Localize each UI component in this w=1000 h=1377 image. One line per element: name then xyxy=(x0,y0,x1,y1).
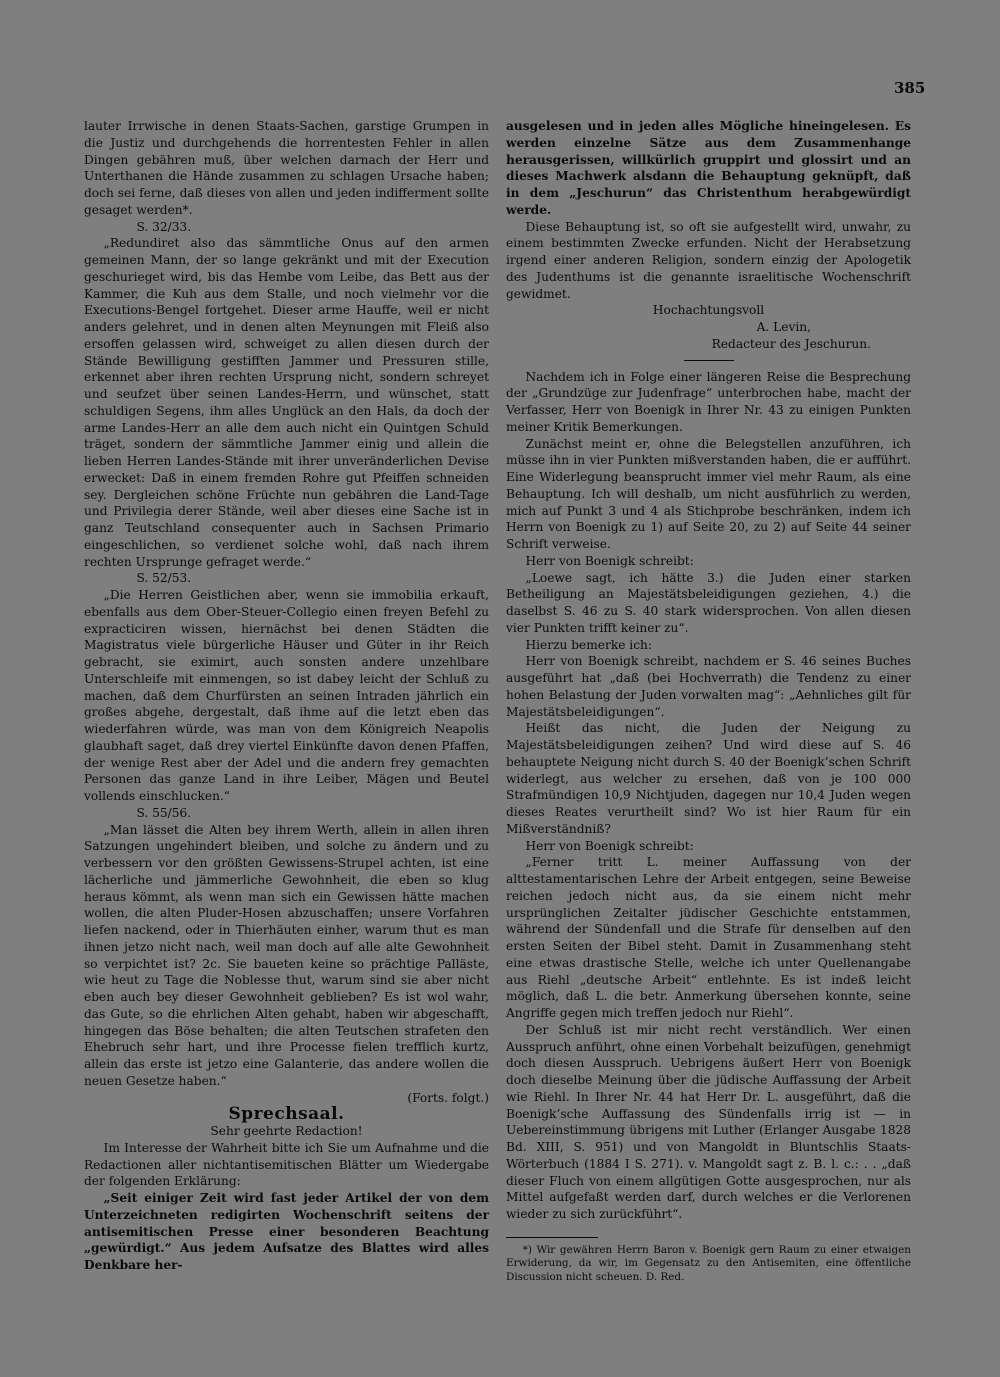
paragraph: Nachdem ich in Folge einer längeren Reise die Besprechung der „Grundzüge zur Judenfrage“ unterbrochen habe, macht der Verfasser, Herr von Boenigk in Ihrer Nr. 43 zu einigen Punkten meiner Kritik Bemerkungen. xyxy=(506,369,911,434)
page-number: 385 xyxy=(894,79,926,97)
paragraph: Herr von Boenigk schreibt: xyxy=(525,553,694,568)
quote-paragraph: „Redundiret also das sämmtliche Onus auf den armen gemeinen Mann, der so lange gekränkt und mit der Execution geschurieget wird, bis das Hembe vom Leibe, das Bett aus der Kammer, die Kuh aus dem Stalle, und noch vielmehr vor die Executions-Bengel fortgehet. Dieser arme Hauffe, weil er nicht anders gelehret, und in denen alten Meynungen mit Fleiß also ersoffen gelassen wird, schweiget zu allen diesen durch der Stände Bewilligung gestifften Jammer und Pressuren stille, erkennet aber ihren rechten Ursprung nicht, sondern schreyet und seufzet über seinen Landes-Herrn, und wünschet, statt schuldigen Segens, ihm alles Unglück an den Hals, da doch der arme Landes-Herr an alle dem auch nicht ein Quintgen Schuld träget, sondern der sämmtliche Jammer einig und allein die lieben Herren Landes-Stände mit ihrer unveränderlichen Devise erwecket: Daß in einem fremden Rohre gut Pfeiffen schneiden sey. Dergleichen schöne Früchte nun gebähren die Land-Tage und Privilegia derer Stände, weil aber dieses eine Sache ist in ganz Teutschland consequenter auch in Sachsen Primario eingeschlichen, so verdienet solche wohl, daß nach ihrem rechten Ursprunge gefraget werde.“ xyxy=(84,236,489,569)
right-column xyxy=(506,118,911,1284)
page-reference: S. 32/33. xyxy=(136,219,192,234)
paragraph: Im Interesse der Wahrheit bitte ich Sie um Aufnahme und die Redactionen aller nichtantisemitischen Blätter um Wiedergabe der folgenden Erklärung: xyxy=(84,1140,489,1189)
paragraph: Der Schluß ist mir nicht recht verständlich. Wer einen Ausspruch anführt, ohne einen Vorbehalt beizufügen, genehmigt doch diesen Ausspruch. Uebrigens äußert Herr von Boenigk doch dieselbe Meinung über die jüdische Auffassung der Arbeit wie Riehl. In Ihrer Nr. 44 hat Herr Dr. L. ausgeführt, daß die Boenigk’sche Auffassung des Sündenfalls irrig ist — in Uebereinstimmung übrigens mit Luther (Erlanger Ausgabe 1828 Bd. XIII, S. 951) und von Mangoldt in Bluntschlis Staats-Wörterbuch (1884 I S. 271). v. Mangoldt sagt z. B. l. c.: . . „daß dieser Fluch von einem allgütigen Gotte ausgesprochen, nur als Mittel aufgefaßt werden darf, durch welches er die Verlorenen wieder zu sich zurückführt“. xyxy=(506,1022,911,1221)
footnote: *) Wir gewähren Herrn Baron v. Boenigk gern Raum zu einer etwaigen Erwiderung, da wir, im Gegensatz zu den Antisemiten, eine öffentliche Discussion nicht scheuen. D. Red. xyxy=(506,1243,911,1283)
continued-note: (Forts. folgt.) xyxy=(407,1090,489,1105)
footnote-divider xyxy=(506,1237,598,1238)
quote-paragraph: „Man lässet die Alten bey ihrem Werth, allein in allen ihren Satzungen ungehindert bleiben, und solche zu ändern und zu verbessern vor den größten Gewissens-Strupel achten, ist eine lächerliche und jämmerliche Gewohnheit, die eben so klug heraus kömmt, als wenn man sich ein Gewissen hätte machen wollen, die alten Pluder-Hosen abzuschaffen; unsere Vorfahren liefen nackend, oder in Thierhäuten einher, warum thut es man ihnen jetzo nicht nach, weil man doch auf alle alte Gewohnheit so verpichtet ist? 2c. Sie baueten keine so prächtige Palläste, wie heut zu Tage die Noblesse thut, warum sind sie aber nicht eben auch bey dieser Gewohnheit geblieben? Es ist wol wahr, das Gute, so die ehrlichen Alten gehabt, haben wir abgeschafft, hingegen das Böse behalten; die alten Teutschen strafeten den Ehebruch sehr hart, und ihre Processe fielen trefflich kurtz, allein das erste ist jetzo eine Galanterie, das andere wollen die neuen Gesetze haben.“ xyxy=(84,822,489,1088)
paragraph: lauter Irrwische in denen Staats-Sachen, garstige Grumpen in die Justiz und durchgehends die horrentesten Fehler in allen Dingen gebähren muß, über welchen darnach der Herr und Unterthanen die Hände zusammen zu schlagen Ursache haben; doch sei ferne, daß dieses von allen und jeden indifferment sollte gesaget werden*. xyxy=(84,119,489,217)
salutation: Sehr geehrte Redaction! xyxy=(210,1124,363,1138)
signature-name: A. Levin, xyxy=(756,320,811,334)
page-reference: S. 55/56. xyxy=(136,805,192,820)
left-column xyxy=(84,118,489,1274)
paragraph: Heißt das nicht, die Juden der Neigung zu Majestätsbeleidigungen zeihen? Und wird diese auf S. 46 behauptete Neigung nicht durch S. 40 der Boenigk’schen Schrift widerlegt, aus welcher zu ersehen, daß von je 100 000 Strafmündigen 10,9 Nichtjuden, dagegen nur 10,4 Juden wegen dieses Reates verurtheilt sind? Wo ist hier Raum für ein Mißverständniß? xyxy=(506,721,911,836)
paragraph: Diese Behauptung ist, so oft sie aufgestellt wird, unwahr, zu einem bestimmten Zwecke erfunden. Nicht der Herabsetzung irgend einer anderen Religion, sondern einzig der Apologetik des Judenthums ist die genannte israelitische Wochenschrift gewidmet. xyxy=(506,219,911,301)
declaration-paragraph: ausgelesen und in jeden alles Mögliche hineingelesen. Es werden einzelne Sätze aus dem Zusammenhange herausgerissen, willkürlich gruppirt und glossirt und an dieses Machwerk alsdann die Behauptung geknüpft, daß in dem „Jeschurun“ das Christenthum herabgewürdigt werde. xyxy=(506,119,911,217)
declaration-paragraph: „Seit einiger Zeit wird fast jeder Artikel der von dem Unterzeichneten redigirten Wochenschrift seitens der antisemitischen Presse einer besonderen Beachtung „gewürdigt.“ Aus jedem Aufsatze des Blattes wird alles Denkbare her- xyxy=(84,1191,489,1272)
section-heading: Sprechsaal. xyxy=(228,1104,345,1125)
paragraph: Herr von Boenigk schreibt: xyxy=(525,838,694,853)
paragraph: Zunächst meint er, ohne die Belegstellen anzuführen, ich müsse ihn in vier Punkten mißverstanden haben, die er aufführt. Eine Widerlegung beansprucht immer viel mehr Raum, als eine Behauptung. Ich will deshalb, um nicht ausführlich zu werden, mich auf Punkt 3 und 4 als Stichprobe beschränken, indem ich Herrn von Boenigk zu 1) auf Seite 20, zu 2) auf Seite 44 seiner Schrift verweise. xyxy=(506,436,911,551)
quote-paragraph: „Die Herren Geistlichen aber, wenn sie immobilia erkauft, ebenfalls aus dem Ober-Steuer-Collegio einen freyen Befehl zu expracticiren wissen, hiernächst bei denen Städten die Magistratus viele bürgerliche Häuser und Güter in ihr Reich gebracht, sie eximirt, auch sonsten andere unzehlbare Unterschleife mit einmengen, so ist dabey leicht der Schluß zu machen, daß dem Churfürsten an seinen Intraden jährlich ein großes abgehe, dergestalt, daß ihme auf die letzt eben das wiederfahren würde, was man von dem Königreich Neapolis glaubhaft saget, daß drey viertel Einkünfte davon denen Pfaffen, der wenige Rest aber der Adel und die andern frey gemachten Personen das ganze Land in ihre Leiber, Mägen und Beutel vollends einschlucken.“ xyxy=(84,588,489,803)
page-reference: S. 52/53. xyxy=(136,571,192,586)
quote-paragraph: „Ferner tritt L. meiner Auffassung von der alttestamentarischen Lehre der Arbeit entgegen, seine Beweise reichen jedoch nicht aus, da sie einem nicht mehr ursprünglichen Zeitalter jüdischer Geschichte entstammen, während der Sündenfall und die Strafe für denselben auf den ersten Seiten der Bibel steht. Damit in Zusammenhang steht eine etwas drastische Stelle, welche ich unter Quellenangabe aus Riehl „deutsche Arbeit“ entlehnte. Es ist indeß leicht möglich, daß L. die betr. Anmerkung übersehen konnte, seine Angriffe gegen mich treffen jedoch nur Riehl“. xyxy=(506,855,911,1020)
paragraph: Herr von Boenigk schreibt, nachdem er S. 46 seines Buches ausgeführt hat „daß (bei Hochverrath) die Tendenz zu einer hohen Belastung der Juden vorwalten mag“: „Aehnliches gilt für Majestätsbeleidigungen“. xyxy=(506,654,911,719)
quote-paragraph: „Loewe sagt, ich hätte 3.) die Juden einer starken Betheiligung an Majestätsbeleidigungen geziehen, 4.) die daselbst S. 46 zu S. 40 stark widersprochen. Von allen diesen vier Punkten trifft keiner zu“. xyxy=(506,570,911,635)
signature-title: Redacteur des Jeschurun. xyxy=(711,336,871,351)
paragraph: Hierzu bemerke ich: xyxy=(525,637,652,652)
closing: Hochachtungsvoll xyxy=(652,303,765,318)
section-divider xyxy=(684,360,734,361)
